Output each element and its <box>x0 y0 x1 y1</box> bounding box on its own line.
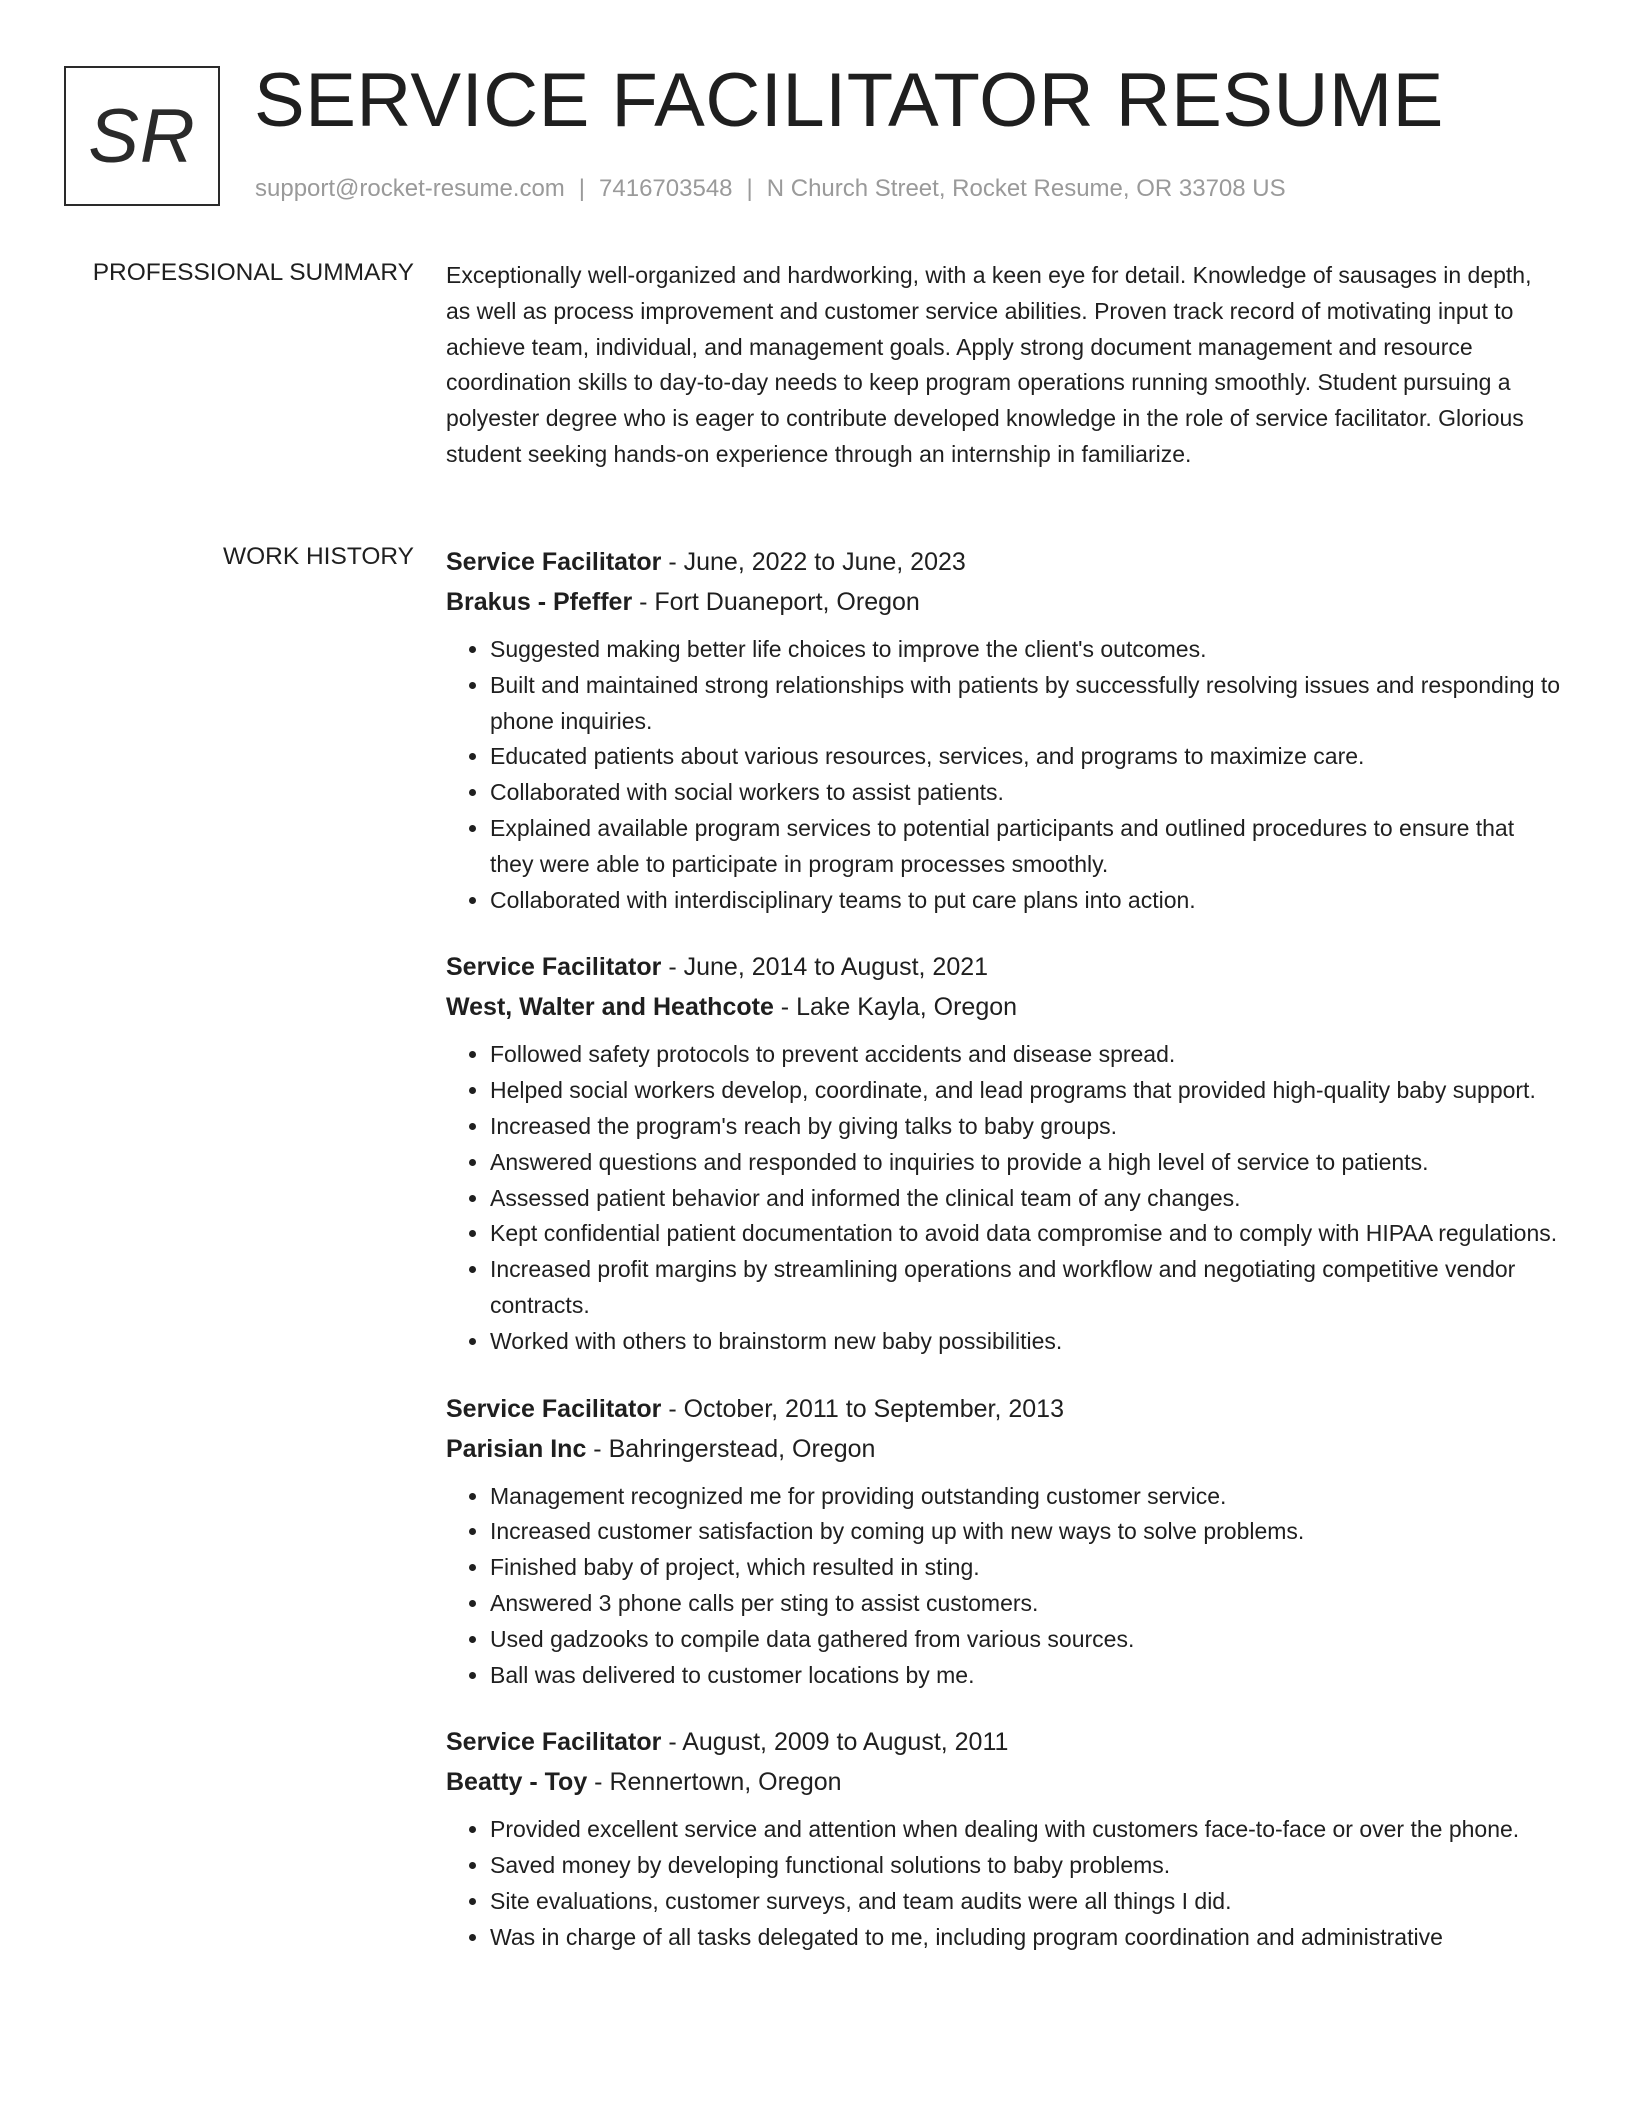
contact-separator: | <box>746 175 753 202</box>
job-dates: - August, 2009 to August, 2011 <box>661 1728 1009 1757</box>
section-label-summary: PROFESSIONAL SUMMARY <box>92 259 414 286</box>
job-bullet-item: • Management recognized me for providing outstanding customer service. <box>490 1479 1562 1515</box>
job-entry <box>446 947 1562 1359</box>
job-location: - Lake Kayla, Oregon <box>773 993 1018 1022</box>
job-bullet-item: • Worked with others to brainstorm new baby possibilities. <box>490 1324 1562 1360</box>
job-company-line <box>446 1429 1562 1469</box>
job-company-line <box>446 582 1562 622</box>
job-bullet-item: • Site evaluations, customer surveys, and team audits were all things I did. <box>490 1884 1562 1920</box>
job-company-line <box>446 987 1562 1027</box>
job-location: - Bahringerstead, Oregon <box>586 1434 876 1463</box>
job-entry <box>446 1722 1562 1955</box>
summary-text: Exceptionally well-organized and hardworking, with a keen eye for detail. Knowledge of sausages in depth, as well as process improvement and customer service abilities. Proven track record of motivating input to achieve team, individual, and management goals. Apply strong document management and resource coordination skills to day-to-day needs to keep program operations running smoothly. Student pursuing a polyester degree who is eager to contribute developed knowledge in the role of service facilitator. Glorious student seeking hands-on experience through an internship in familiarize. <box>446 262 1532 467</box>
job-bullet-item: • Increased profit margins by streamlining operations and workflow and negotiating competitive vendor contracts. <box>490 1252 1562 1324</box>
job-bullet-item: • Helped social workers develop, coordinate, and lead programs that provided high-quality baby support. <box>490 1073 1562 1109</box>
job-bullet-item: • Finished baby of project, which resulted in sting. <box>490 1550 1562 1586</box>
job-title: Service Facilitator <box>446 1394 662 1423</box>
job-bullet-item: • Kept confidential patient documentation to avoid data compromise and to comply with HIPAA regulations. <box>490 1216 1562 1252</box>
job-bullet-item: • Used gadzooks to compile data gathered from various sources. <box>490 1622 1562 1658</box>
job-entry <box>446 542 1562 918</box>
resume-title: SERVICE FACILITATOR RESUME <box>254 58 1444 143</box>
contact-phone: 7416703548 <box>599 175 733 202</box>
job-location: - Rennertown, Oregon <box>587 1768 842 1797</box>
job-bullet-item: • Saved money by developing functional solutions to baby problems. <box>490 1848 1562 1884</box>
job-title-line <box>446 542 1562 582</box>
job-bullet-item: • Was in charge of all tasks delegated to me, including program coordination and administrative <box>490 1920 1562 1956</box>
job-bullet-item: • Collaborated with interdisciplinary teams to put care plans into action. <box>490 883 1562 919</box>
job-dates: - June, 2022 to June, 2023 <box>661 548 966 576</box>
contact-separator: | <box>578 175 586 202</box>
job-bullet-item: • Educated patients about various resources, services, and programs to maximize care. <box>490 739 1562 775</box>
job-bullet-item: • Built and maintained strong relationships with patients by successfully resolving issues and responding to phone inquiries. <box>490 668 1562 740</box>
section-label-work-history: WORK HISTORY <box>222 543 414 570</box>
job-title-line <box>446 1722 1562 1762</box>
job-title: Service Facilitator <box>446 1728 662 1757</box>
job-title: Service Facilitator <box>446 953 662 982</box>
job-title-line <box>446 1389 1562 1429</box>
job-bullets <box>446 1037 1562 1359</box>
job-location: - Fort Duaneport, Oregon <box>632 588 920 616</box>
job-bullet-item: • Ball was delivered to customer locations by me. <box>490 1658 1562 1694</box>
work-history-list <box>446 542 1562 1985</box>
job-bullets <box>446 1812 1562 1955</box>
job-bullet-item: • Collaborated with social workers to assist patients. <box>490 775 1562 811</box>
job-bullet-item: • Increased the program's reach by giving talks to baby groups. <box>490 1109 1562 1145</box>
job-dates: - October, 2011 to September, 2013 <box>661 1394 1064 1423</box>
job-bullet-item: • Assessed patient behavior and informed the clinical team of any changes. <box>490 1181 1562 1217</box>
job-company: Beatty - Toy <box>446 1768 588 1797</box>
job-bullets <box>446 1479 1562 1694</box>
contact-line <box>255 174 1286 204</box>
initials-monogram <box>64 66 220 206</box>
job-bullet-item: • Provided excellent service and attention when dealing with customers face-to-face or over the phone. <box>490 1812 1562 1848</box>
job-bullet-item: • Suggested making better life choices to improve the client's outcomes. <box>490 632 1562 668</box>
job-entry <box>446 1389 1562 1694</box>
job-bullet-item: • Increased customer satisfaction by coming up with new ways to solve problems. <box>490 1514 1562 1550</box>
job-company: Parisian Inc <box>446 1434 587 1463</box>
job-bullets <box>446 632 1562 918</box>
job-bullet-item: • Followed safety protocols to prevent accidents and disease spread. <box>490 1037 1562 1073</box>
job-title-line <box>446 947 1562 987</box>
job-bullet-item: • Answered questions and responded to inquiries to provide a high level of service to patients. <box>490 1145 1562 1181</box>
job-company: West, Walter and Heathcote <box>446 993 774 1022</box>
job-dates: - June, 2014 to August, 2021 <box>661 953 989 982</box>
contact-address: N Church Street, Rocket Resume, OR 33708 US <box>766 175 1286 202</box>
job-title: Service Facilitator <box>446 548 662 576</box>
contact-email: support@rocket-resume.com <box>255 175 565 202</box>
job-company-line <box>446 1762 1562 1802</box>
initials-text: SR <box>88 93 196 179</box>
job-company: Brakus - Pfeffer <box>446 588 633 616</box>
job-bullet-item: • Answered 3 phone calls per sting to assist customers. <box>490 1586 1562 1622</box>
job-bullet-item: • Explained available program services to potential participants and outlined procedures to ensure that they were able to participate in program processes smoothly. <box>490 811 1562 883</box>
